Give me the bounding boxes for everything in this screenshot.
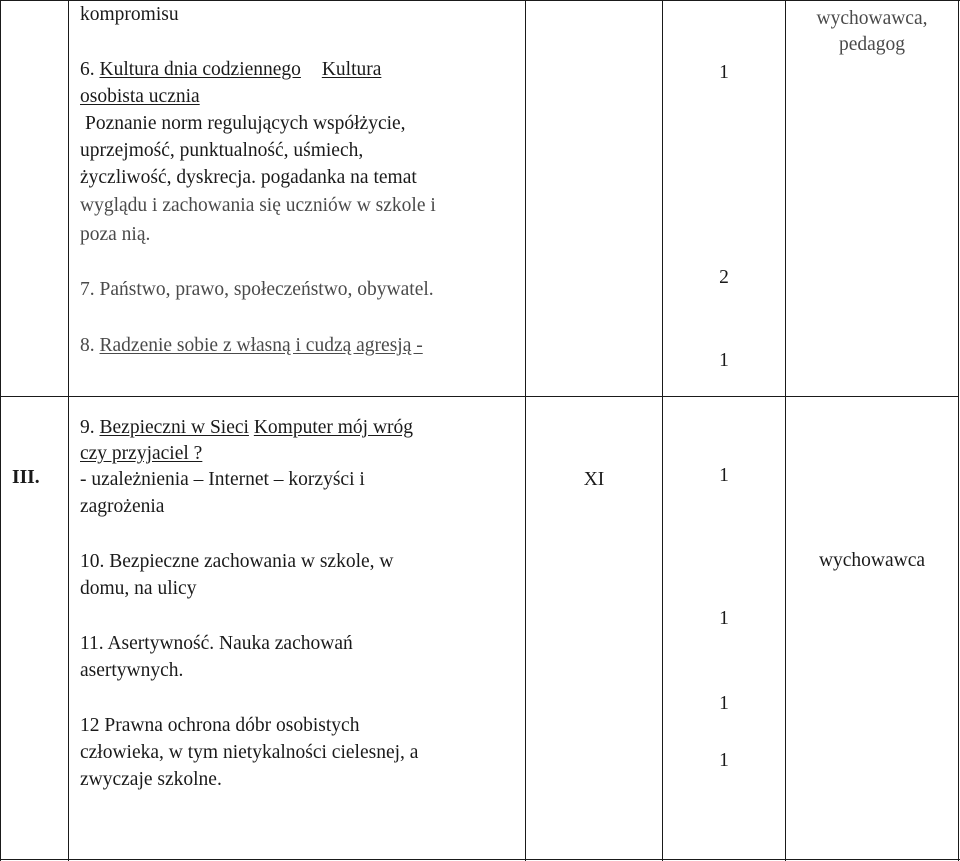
topic-9-line: zagrożenia (80, 496, 165, 517)
topic-9-number: 9. (80, 417, 95, 438)
table-divider-2 (525, 0, 526, 861)
topic-9-title-c: czy przyjaciel ? (80, 443, 203, 464)
hours-value: 2 (719, 267, 729, 288)
topic-11-line: 11. Asertywność. Nauka zachowań (80, 633, 353, 654)
topic-12-line: człowieka, w tym nietykalności cielesnej, a (80, 742, 419, 763)
topic-7: 7. Państwo, prawo, społeczeństwo, obywatel. (80, 279, 434, 300)
hours-value: 1 (719, 62, 729, 83)
hours-value: 1 (719, 608, 729, 629)
hours-value: 1 (719, 350, 729, 371)
hours-value: 1 (719, 465, 729, 486)
section-roman-numeral: III. (12, 467, 40, 488)
topic-9-title-b: Komputer mój wróg (253, 417, 414, 438)
topic-6-line: poza nią. (80, 224, 151, 245)
topic-6-line: życzliwość, dyskrecja. pogadanka na temat (80, 167, 417, 188)
topic-6-line: Poznanie norm regulujących współżycie, (85, 113, 406, 134)
topic-8 (80, 333, 423, 359)
hours-value: 1 (719, 750, 729, 771)
topic-10-line: 10. Bezpieczne zachowania w szkole, w (80, 551, 394, 572)
topic-9-title (80, 415, 413, 441)
topic-6-title (80, 57, 381, 83)
table-row-divider (0, 396, 959, 397)
topic-10-line: domu, na ulicy (80, 578, 197, 599)
text-kompromisu: kompromisu (80, 4, 179, 25)
responsible-line: wychowawca, (816, 8, 928, 29)
topic-6-title-b: Kultura (321, 59, 382, 80)
topic-8-number: 8. (80, 335, 95, 356)
topic-6-title-a: Kultura dnia codziennego (99, 59, 301, 80)
responsible-line: pedagog (838, 34, 906, 55)
topic-8-title: Radzenie sobie z własną i cudzą agresją - (99, 335, 423, 356)
responsible-value: wychowawca (818, 550, 926, 571)
topic-6-title-c: osobista ucznia (80, 86, 200, 107)
hours-value: 1 (719, 693, 729, 714)
table-border-left (0, 0, 1, 861)
topic-6-number: 6. (80, 59, 95, 80)
topic-12-line: zwyczaje szkolne. (80, 769, 222, 790)
topic-6-line: wyglądu i zachowania się uczniów w szkole i (80, 195, 436, 216)
month-value: XI (583, 469, 605, 490)
topic-12-line: 12 Prawna ochrona dóbr osobistych (80, 715, 360, 736)
table-border-bottom (0, 859, 960, 860)
table-border-right (958, 0, 959, 861)
topic-9-title-a: Bezpieczni w Sieci (99, 417, 249, 438)
topic-11-line: asertywnych. (80, 660, 184, 681)
table-divider-4 (785, 0, 786, 861)
table-border-top (0, 0, 960, 1)
table-divider-1 (68, 0, 69, 861)
table-divider-3 (662, 0, 663, 861)
topic-6-line: uprzejmość, punktualność, uśmiech, (80, 140, 364, 161)
topic-9-line: - uzależnienia – Internet – korzyści i (80, 469, 365, 490)
